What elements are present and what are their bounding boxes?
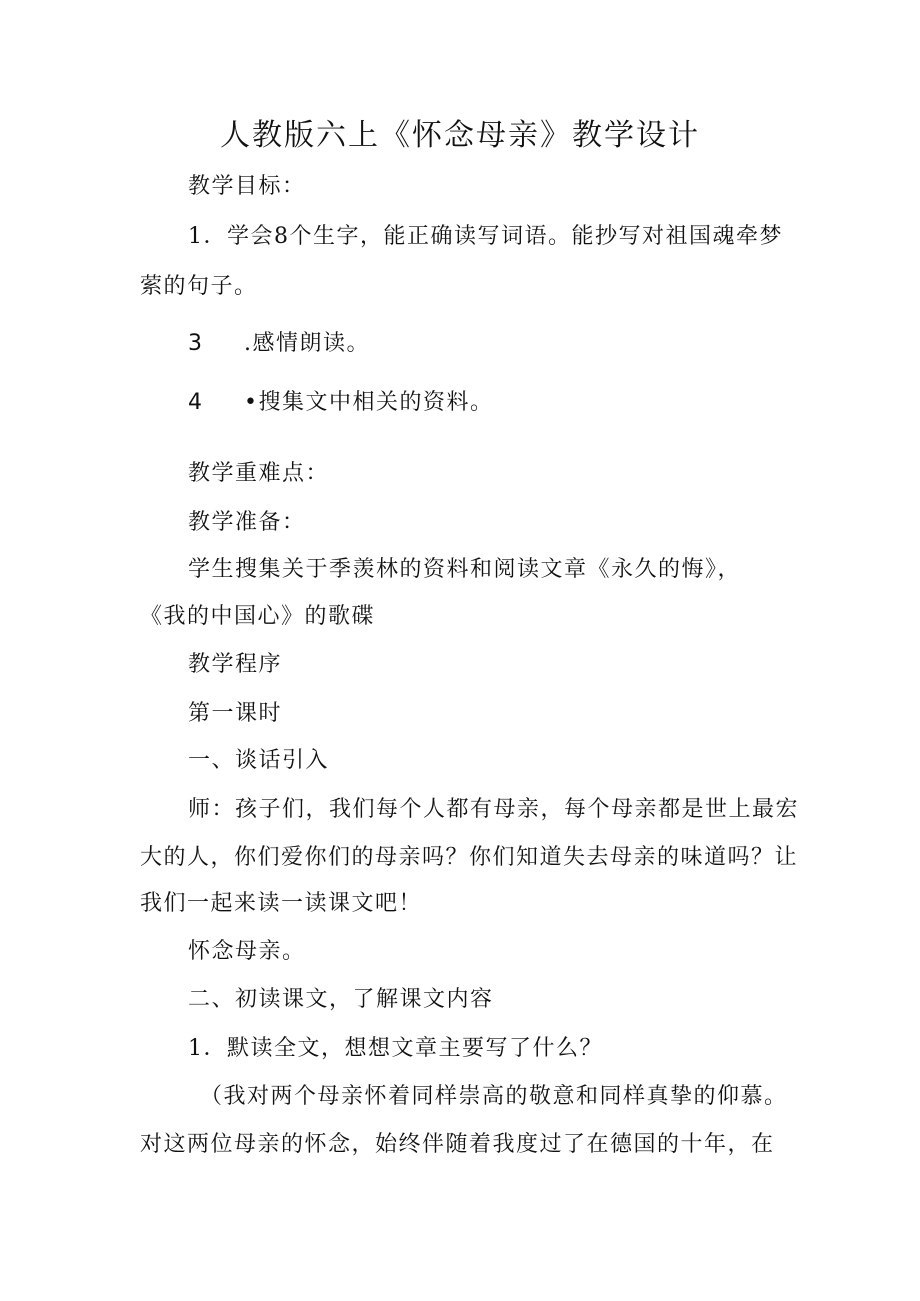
title-mention: 怀念母亲。 — [188, 939, 306, 964]
section-1-heading: 一、谈话引入 — [188, 748, 330, 773]
teacher-speech-line-1: 师：孩子们，我们每个人都有母亲，每个母亲都是世上最宏 — [188, 797, 800, 822]
objective-1-line-1: 1．学会8个生字，能正确读写词语。能抄写对祖国魂牵梦 — [188, 224, 783, 249]
objective-3-number: 3 — [188, 331, 202, 356]
document-title: 人教版六上《怀念母亲》教学设计 — [220, 118, 700, 153]
objectives-heading: 教学目标： — [188, 174, 306, 199]
preparation-heading: 教学准备： — [188, 510, 306, 535]
lesson-1-heading: 第一课时 — [188, 701, 283, 726]
preparation-line-2: 《我的中国心》的歌碟 — [140, 604, 376, 629]
procedure-heading: 教学程序 — [188, 652, 283, 677]
objective-1-line-2: 萦的句子。 — [140, 274, 258, 299]
preparation-line-1: 学生搜集关于季羡林的资料和阅读文章《永久的悔》， — [188, 557, 742, 582]
answer-line-2: 对这两位母亲的怀念，始终伴随着我度过了在德国的十年，在 — [140, 1132, 775, 1157]
objective-4-text: •搜集文中相关的资料。 — [244, 390, 494, 415]
task-1: 1．默读全文，想想文章主要写了什么？ — [188, 1036, 603, 1061]
objective-4-number: 4 — [188, 390, 202, 415]
objective-3-text: .感情朗读。 — [244, 331, 370, 356]
teacher-speech-line-3: 我们一起来读一读课文吧！ — [140, 891, 423, 916]
key-points-heading: 教学重难点： — [188, 461, 330, 486]
section-2-heading: 二、初读课文，了解课文内容 — [188, 987, 494, 1012]
answer-line-1: （我对两个母亲怀着同样崇高的敬意和同样真挚的仰慕。 — [200, 1084, 788, 1109]
teacher-speech-line-2: 大的人，你们爱你们的母亲吗？你们知道失去母亲的味道吗？让 — [140, 845, 799, 870]
